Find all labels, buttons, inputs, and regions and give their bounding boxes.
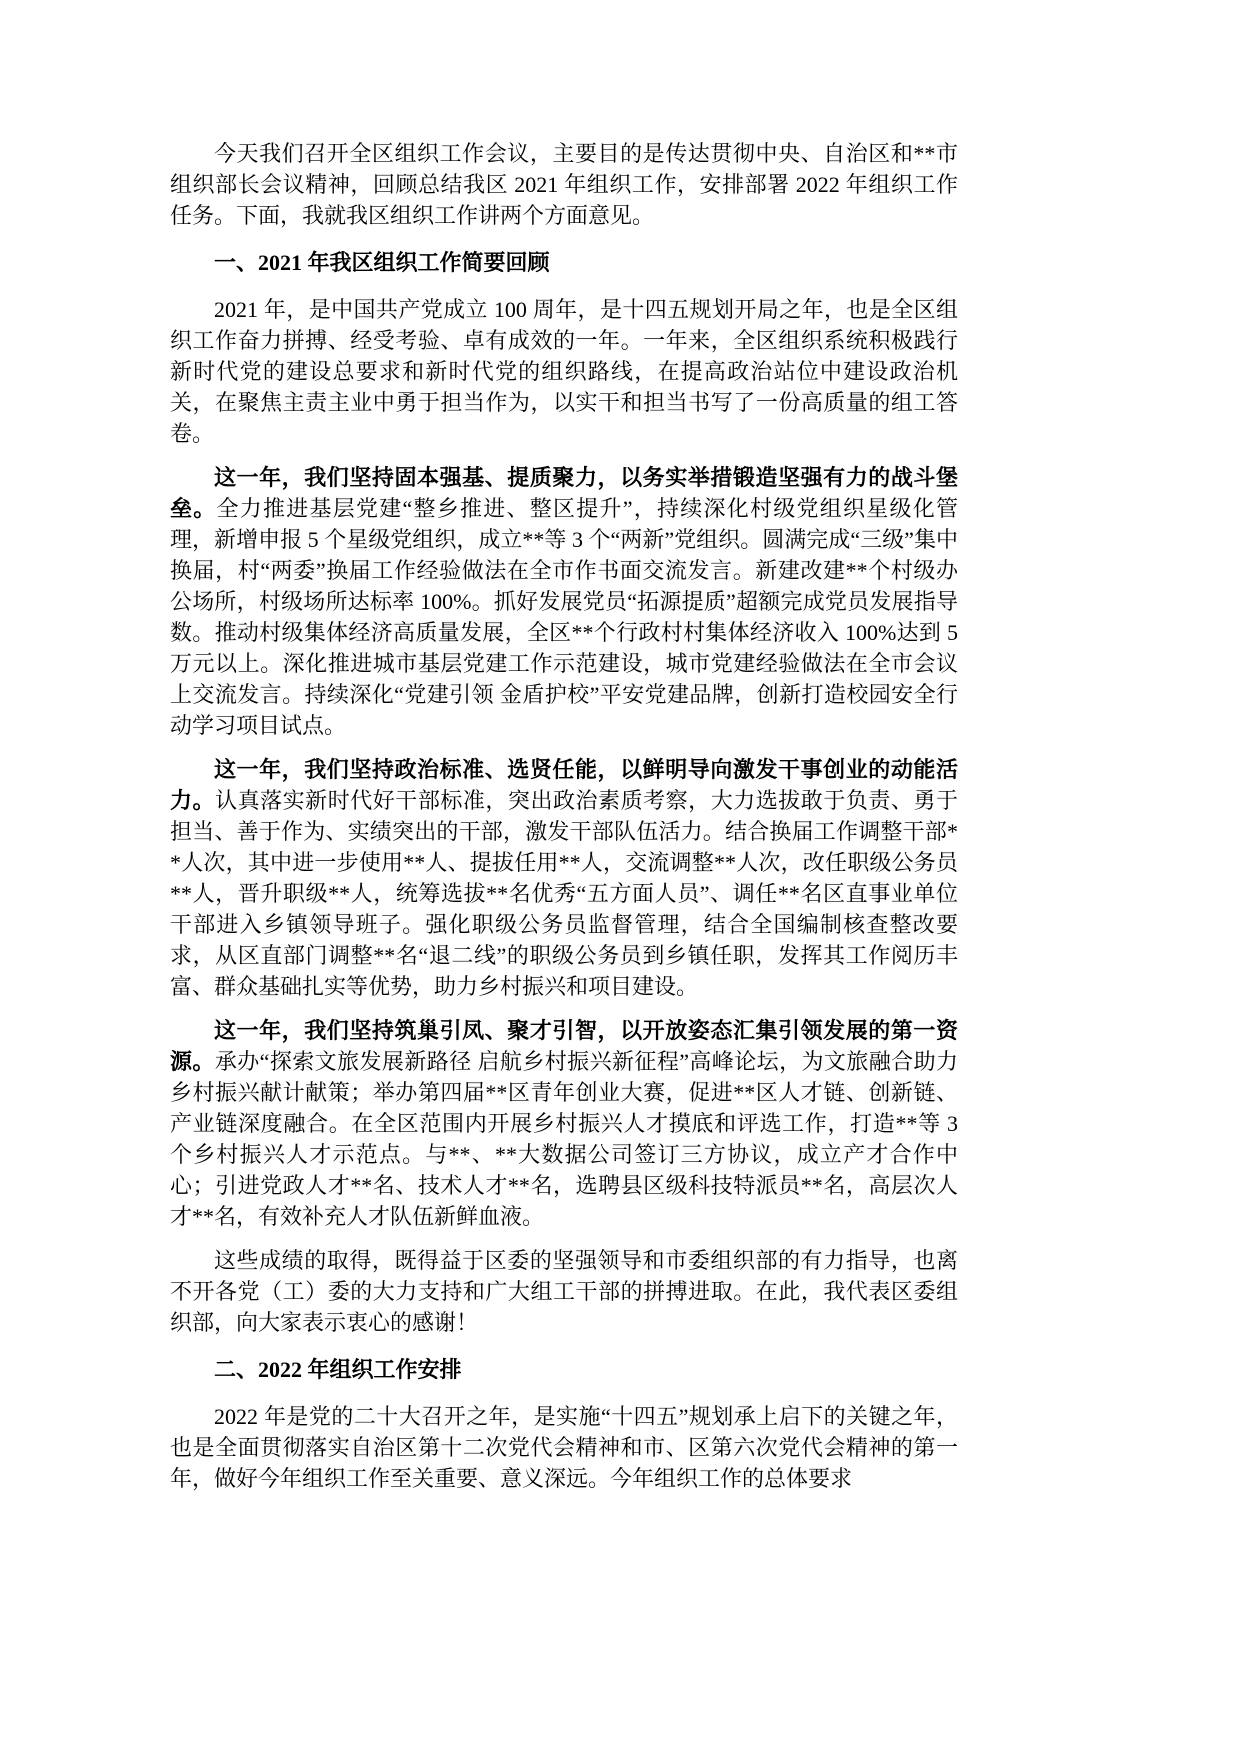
paragraph-opening: 今天我们召开全区组织工作会议，主要目的是传达贯彻中央、自治区和**市组织部长会议精神，回顾总结我区 2021 年组织工作，安排部署 2022 年组织工作任务。下面，我就我区组织工作讲两个方面意见。 [170, 141, 958, 228]
paragraph-2022-plan-intro: 2022 年是党的二十大召开之年，是实施“十四五”规划承上启下的关键之年，也是全面贯彻落实自治区第十二次党代会精神和市、区第六次党代会精神的第一年，做好今年组织工作至关重要、意义深远。今年组织工作的总体要求 [170, 1404, 958, 1491]
paragraph-bold-lead: 这一年，我们坚持政治标准、选贤任能，以鲜明导向激发干事创业的动能活力。 [170, 757, 958, 813]
paragraph-2021-review: 2021 年，是中国共产党成立 100 周年，是十四五规划开局之年，也是全区组织工作奋力拼搏、经受考验、卓有成效的一年。一年来，全区组织系统积极践行新时代党的建设总要求和新时代党的组织路线，在提高政治站位中建设政治机关，在聚焦主责主业中勇于担当作为，以实干和担当书写了一份高质量的组工答卷。 [170, 297, 958, 446]
paragraph-highlight-talent [170, 1015, 958, 1232]
paragraph-highlight-cadre-selection [170, 754, 958, 1002]
paragraph-body-text: 认真落实新时代好干部标准，突出政治素质考察，大力选拔敢于负责、勇于担当、善于作为、实绩突出的干部，激发干部队伍活力。结合换届工作调整干部**人次，其中进一步使用**人、提拔任用**人，交流调整**人次，改任职级公务员**人，晋升职级**人，统筹选拔**名优秀“五方面人员”、调任**名区直事业单位干部进入乡镇领导班子。强化职级公务员监督管理，结合全国编制核查整改要求，从区直部门调整**名“退二线”的职级公务员到乡镇任职，发挥其工作阅历丰富、群众基础扎实等优势，助力乡村振兴和项目建设。 [170, 788, 958, 999]
section-2-heading: 二、2022 年组织工作安排 [214, 1357, 462, 1382]
section-1-heading: 一、2021 年我区组织工作简要回顾 [214, 250, 550, 275]
paragraph-acknowledgement: 这些成绩的取得，既得益于区委的坚强领导和市委组织部的有力指导，也离不开各党（工）委的大力支持和广大组工干部的拼搏进取。在此，我代表区委组织部，向大家表示衷心的感谢！ [170, 1248, 958, 1335]
paragraph-bold-lead: 这一年，我们坚持固本强基、提质聚力，以务实举措锻造坚强有力的战斗堡垒。 [170, 465, 958, 521]
paragraph-body-text: 全力推进基层党建“整乡推进、整区提升”，持续深化村级党组织星级化管理，新增申报 5 个星级党组织，成立**等 3 个“两新”党组织。圆满完成“三级”集中换届，村“两委”换届工作经验做法在全市作书面交流发言。新建改建**个村级办公场所，村级场所达标率 100%。抓好发展党员“拓源提质”超额完成党员发展指导数。推动村级集体经济高质量发展，全区**个行政村村集体经济收入 100%达到 5 万元以上。深化推进城市基层党建工作示范建设，城市党建经验做法在全市会议上交流发言。持续深化“党建引领 金盾护校”平安党建品牌，创新打造校园安全行动学习项目试点。 [170, 496, 958, 738]
paragraph-bold-lead: 这一年，我们坚持筑巢引凤、聚才引智，以开放姿态汇集引领发展的第一资源。 [170, 1018, 958, 1074]
paragraph-highlight-party-building [170, 462, 958, 741]
paragraph-body-text: 承办“探索文旅发展新路径 启航乡村振兴新征程”高峰论坛，为文旅融合助力乡村振兴献计献策；举办第四届**区青年创业大赛，促进**区人才链、创新链、产业链深度融合。在全区范围内开展乡村振兴人才摸底和评选工作，打造**等 3 个乡村振兴人才示范点。与**、**大数据公司签订三方协议，成立产才合作中心；引进党政人才**名、技术人才**名，选聘县区级科技特派员**名，高层次人才**名，有效补充人才队伍新鲜血液。 [170, 1049, 958, 1229]
